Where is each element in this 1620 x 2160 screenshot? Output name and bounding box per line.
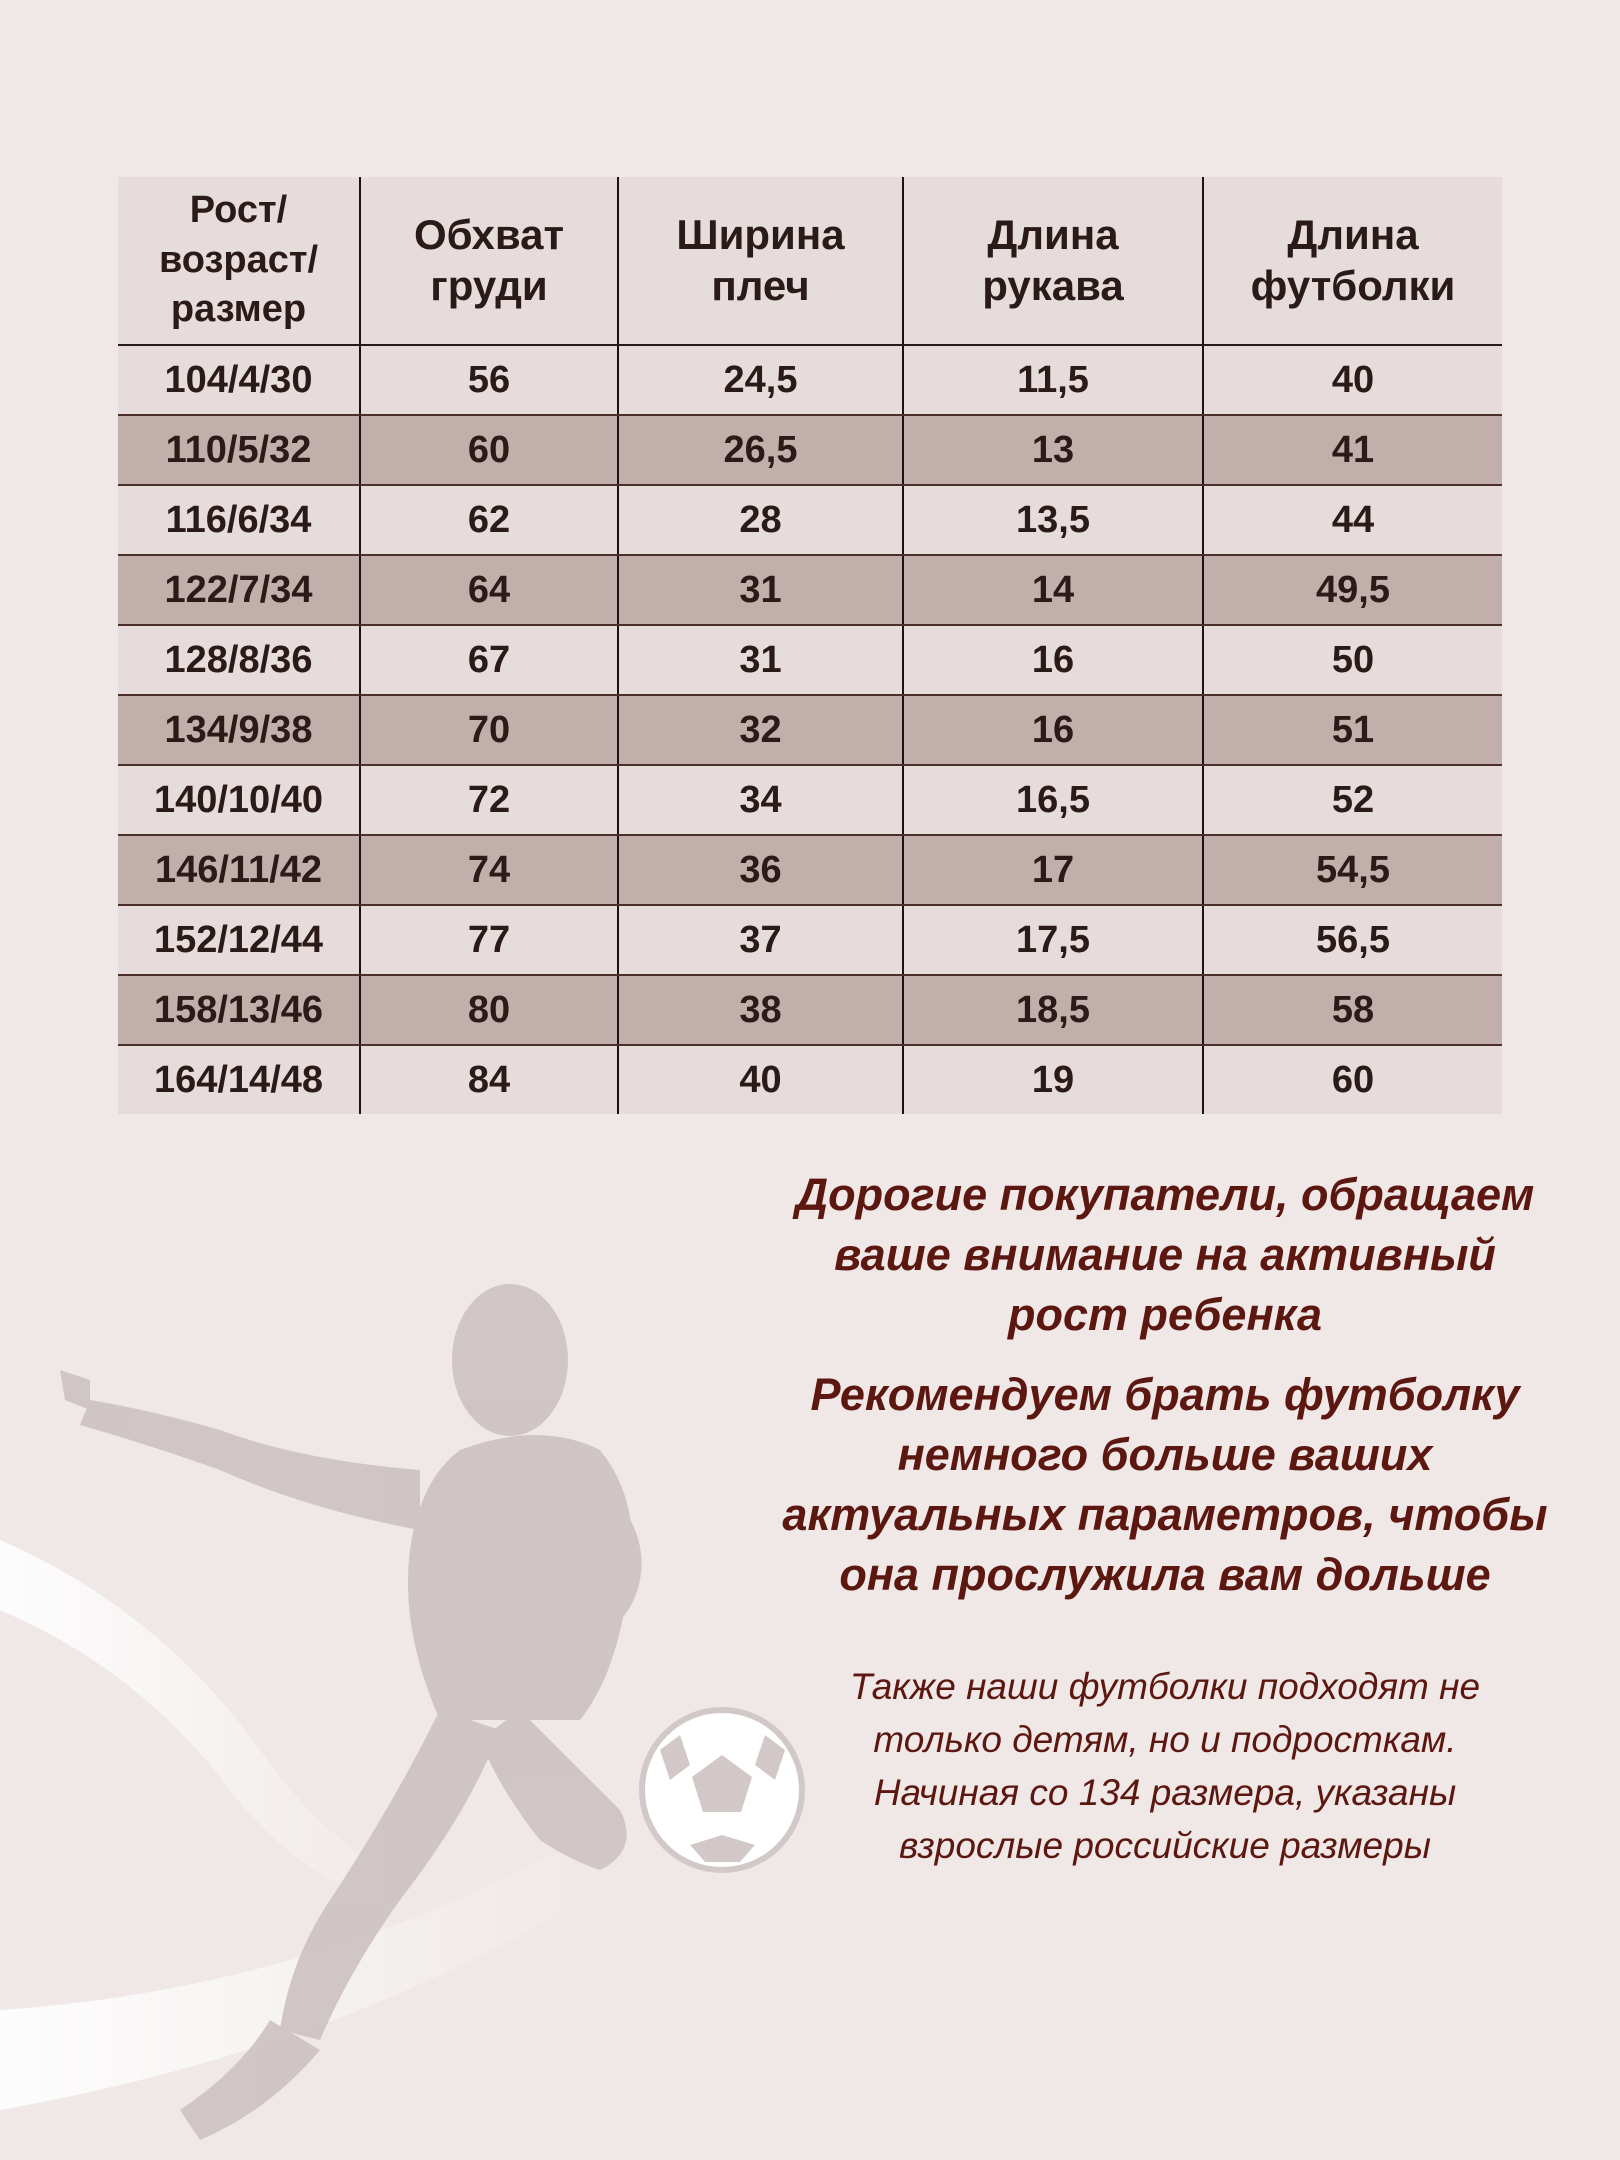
cell-chest: 72 xyxy=(360,765,618,835)
cell-size: 152/12/44 xyxy=(118,905,360,975)
table-row xyxy=(118,765,1502,835)
cell-size: 158/13/46 xyxy=(118,975,360,1045)
cell-size: 134/9/38 xyxy=(118,695,360,765)
table-row xyxy=(118,905,1502,975)
cell-size: 140/10/40 xyxy=(118,765,360,835)
cell-sleeve: 16,5 xyxy=(903,765,1203,835)
cell-size: 110/5/32 xyxy=(118,415,360,485)
cell-chest: 64 xyxy=(360,555,618,625)
cell-chest: 74 xyxy=(360,835,618,905)
cell-size: 146/11/42 xyxy=(118,835,360,905)
cell-shoulders: 31 xyxy=(618,625,903,695)
cell-chest: 62 xyxy=(360,485,618,555)
table-row xyxy=(118,415,1502,485)
cell-sleeve: 18,5 xyxy=(903,975,1203,1045)
cell-shoulders: 40 xyxy=(618,1045,903,1114)
cell-length: 51 xyxy=(1203,695,1502,765)
cell-sleeve: 16 xyxy=(903,625,1203,695)
cell-sleeve: 11,5 xyxy=(903,345,1203,415)
cell-length: 44 xyxy=(1203,485,1502,555)
cell-length: 41 xyxy=(1203,415,1502,485)
column-header-shoulders: Ширина плеч xyxy=(618,177,903,345)
cell-shoulders: 37 xyxy=(618,905,903,975)
cell-shoulders: 28 xyxy=(618,485,903,555)
cell-length: 40 xyxy=(1203,345,1502,415)
table-row xyxy=(118,975,1502,1045)
cell-shoulders: 24,5 xyxy=(618,345,903,415)
cell-chest: 56 xyxy=(360,345,618,415)
cell-shoulders: 26,5 xyxy=(618,415,903,485)
cell-chest: 80 xyxy=(360,975,618,1045)
cell-shoulders: 34 xyxy=(618,765,903,835)
size-chart-table xyxy=(118,177,1502,1114)
cell-shoulders: 36 xyxy=(618,835,903,905)
cell-sleeve: 17,5 xyxy=(903,905,1203,975)
column-header-sleeve: Длина рукава xyxy=(903,177,1203,345)
cell-length: 49,5 xyxy=(1203,555,1502,625)
cell-sleeve: 19 xyxy=(903,1045,1203,1114)
table-row xyxy=(118,555,1502,625)
column-header-chest: Обхват груди xyxy=(360,177,618,345)
attention-message: Дорогие покупатели, обращаем ваше внимание на активный рост ребенка xyxy=(795,1169,1535,1340)
cell-sleeve: 16 xyxy=(903,695,1203,765)
table-row xyxy=(118,345,1502,415)
cell-chest: 77 xyxy=(360,905,618,975)
cell-size: 164/14/48 xyxy=(118,1045,360,1114)
cell-length: 54,5 xyxy=(1203,835,1502,905)
cell-length: 52 xyxy=(1203,765,1502,835)
cell-sleeve: 14 xyxy=(903,555,1203,625)
table-row xyxy=(118,625,1502,695)
table-header-row xyxy=(118,177,1502,345)
table-row xyxy=(118,485,1502,555)
cell-size: 122/7/34 xyxy=(118,555,360,625)
cell-sleeve: 17 xyxy=(903,835,1203,905)
cell-size: 128/8/36 xyxy=(118,625,360,695)
table-row xyxy=(118,1045,1502,1114)
cell-shoulders: 31 xyxy=(618,555,903,625)
cell-length: 60 xyxy=(1203,1045,1502,1114)
cell-sleeve: 13,5 xyxy=(903,485,1203,555)
cell-length: 58 xyxy=(1203,975,1502,1045)
cell-chest: 67 xyxy=(360,625,618,695)
table-row xyxy=(118,695,1502,765)
column-header-length: Длина футболки xyxy=(1203,177,1502,345)
table-row xyxy=(118,835,1502,905)
football-player-silhouette-icon xyxy=(0,1250,900,2160)
cell-size: 116/6/34 xyxy=(118,485,360,555)
cell-size: 104/4/30 xyxy=(118,345,360,415)
cell-shoulders: 32 xyxy=(618,695,903,765)
cell-length: 50 xyxy=(1203,625,1502,695)
cell-sleeve: 13 xyxy=(903,415,1203,485)
cell-chest: 70 xyxy=(360,695,618,765)
recommendation-message: Рекомендуем брать футболку немного больше ваших актуальных параметров, чтобы она прослужила вам дольше xyxy=(782,1369,1548,1600)
cell-length: 56,5 xyxy=(1203,905,1502,975)
column-header-size: Рост/ возраст/ размер xyxy=(118,177,360,345)
cell-shoulders: 38 xyxy=(618,975,903,1045)
cell-chest: 84 xyxy=(360,1045,618,1114)
cell-chest: 60 xyxy=(360,415,618,485)
sizing-note: Также наши футболки подходят не только детям, но и подросткам. Начиная со 134 размера, указаны взрослые российские размеры xyxy=(849,1666,1481,1866)
